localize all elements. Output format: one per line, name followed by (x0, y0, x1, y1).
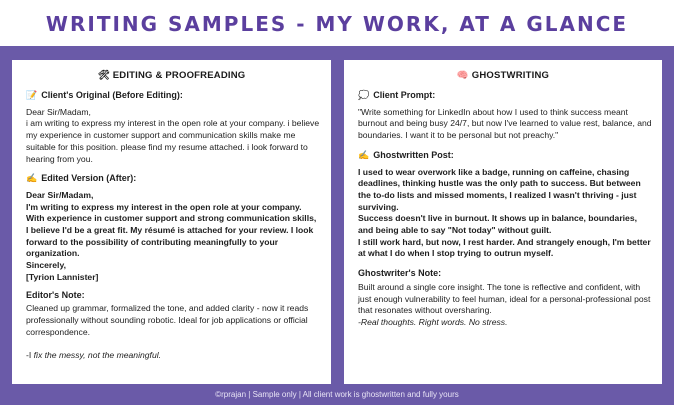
editing-card-body (26, 90, 321, 368)
editing-card (12, 60, 331, 384)
ghostwriting-card-body (358, 90, 652, 335)
editing-card-title-text: EDITING & PROOFREADING (112, 70, 246, 81)
original-text: Dear Sir/Madam, i am writing to express my interest in the open role at your company. i believe my experience in customer support and communication skills make me suitable for this position. please find my resume attached. i look forward to hearing from you. (26, 106, 320, 164)
prompt-label (358, 90, 652, 102)
ghostwriter-note-signoff: -Real thoughts. Right words. No stress. (358, 316, 508, 327)
writing-hand-icon: ✍ (26, 173, 38, 184)
tools-icon: 🛠 (97, 70, 110, 81)
editor-note-label: Editor's Note: (26, 289, 85, 300)
header (0, 0, 674, 46)
editor-note-signoff (26, 338, 321, 361)
post-label (358, 150, 652, 162)
brain-icon: 🧠 (456, 70, 469, 81)
memo-icon: 📝 (26, 90, 38, 100)
original-label (26, 90, 321, 102)
ghostwriting-card (344, 60, 662, 384)
editor-signoff-italic: fix the messy, not the meaningful. (33, 350, 162, 361)
page-title: WRITING SAMPLES - MY WORK, AT A GLANCE (45, 12, 629, 36)
thought-bubble-icon: 💭 (358, 90, 370, 100)
editor-note-text: Cleaned up grammar, formalized the tone, and added clarity - now it reads professionally without sounding robotic. Ideal for job applications or official correspondence. (26, 303, 309, 337)
editor-signoff-prefix: -I (26, 350, 34, 361)
footer: ©rprajan | Sample only | All client work is ghostwritten and fully yours (215, 390, 459, 399)
ghostwriter-note-label: Ghostwriter's Note: (358, 268, 442, 279)
post-text: I used to wear overwork like a badge, running on caffeine, chasing deadlines, thinking hustle was the only path to success. But between the to-do lists and missed moments, I realized I wasn't thriving - just surviving. Success doesn't live in burnout. It shows up in balance, boundaries, and being able to say "Not today" without guilt. I still work hard, but now, I rest harder. And strangely enough, I'm better at what I do when I stop trying to outrun myself. (358, 166, 651, 259)
edited-label (26, 173, 321, 185)
prompt-text: "Write something for LinkedIn about how I used to think success meant burnout and being busy 24/7, but now I've learned to value rest, balance, and boundaries. I want it to be personal but not preachy." (358, 106, 652, 141)
writing-hand-icon: ✍ (358, 149, 370, 160)
original-label-text: Client's Original (Before Editing): (41, 90, 183, 100)
editing-card-title (12, 70, 331, 81)
prompt-label-text: Client Prompt: (373, 90, 436, 100)
edited-label-text: Edited Version (After): (41, 173, 137, 184)
ghostwriting-card-title (344, 70, 662, 81)
post-label-text: Ghostwritten Post: (373, 149, 454, 160)
edited-text: Dear Sir/Madam, I'm writing to express my interest in the open role at your company. With experience in customer support and strong communication skills, I believe I'd be a great fit. My résumé is attached for your review. I look forward to the possibility of contributing meaningfully to your organization. Sincerely, [Tyrion Lannister] (26, 189, 317, 282)
ghostwriter-note-text: Built around a single core insight. The tone is reflective and confident, with just enough vulnerability to feel human, ideal for a personal-professional post that resonates without oversharing. (358, 281, 651, 316)
ghostwriting-card-title-text: GHOSTWRITING (471, 70, 550, 81)
